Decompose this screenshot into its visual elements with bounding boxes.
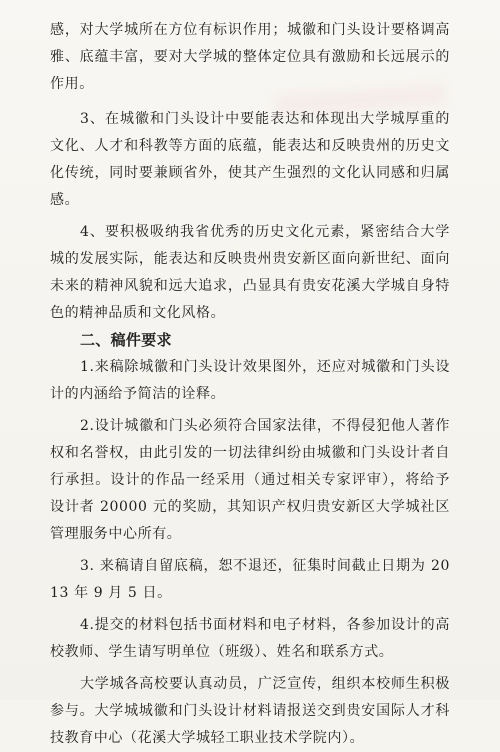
requirement-1: 1.来稿除城徽和门头设计效果图外，还应对城徽和门头设计的内涵给予简洁的诠释。 [50, 359, 450, 402]
requirement-4: 4.提交的材料包括书面材料和电子材料，各参加设计的高校教师、学生请写明单位（班级）、姓名和联系方式。 [50, 617, 450, 660]
requirement-3: 3. 来稿请自留底稿，恕不退还，征集时间截止日期为 2013 年 9 月 5 日。 [50, 558, 450, 601]
closing-paragraph: 大学城各高校要认真动员，广泛宣传，组织本校师生积极参与。大学城城徽和门头设计材料请报送交到贵安国际人才科技教育中心（花溪大学城轻工职业技术学院内）。 [50, 676, 450, 746]
body-paragraph-point-4: 4、要积极吸纳我省优秀的历史文化元素，紧密结合大学城的发展实际，能表达和反映贵州贵安新区面向新世纪、面向未来的精神风貌和远大追求，凸显具有贵安花溪大学城自身特色的精神品质和文化风格。 [50, 224, 450, 321]
section-title-requirements: 二、稿件要求 [80, 331, 172, 349]
requirement-2: 2.设计城徽和门头必须符合国家法律，不得侵犯他人著作权和名誉权，由此引发的一切法律纠纷由城徽和门头设计者自行承担。设计的作品一经采用（通过相关专家评审），将给予设计者 20000 元的奖励，其知识产权归贵安新区大学城社区管理服务中心所有。 [50, 418, 450, 542]
body-paragraph-continued: 感，对大学城所在方位有标识作用；城徽和门头设计要格调高雅、底蕴丰富，要对大学城的整体定位具有激励和长远展示的作用。 [50, 22, 450, 92]
body-paragraph-point-3: 3、在城徽和门头设计中要能表达和体现出大学城厚重的文化、人才和科教等方面的底蕴，能表达和反映贵州的历史文化传统，同时要兼顾省外，使其产生强烈的文化认同感和归属感。 [50, 111, 450, 208]
